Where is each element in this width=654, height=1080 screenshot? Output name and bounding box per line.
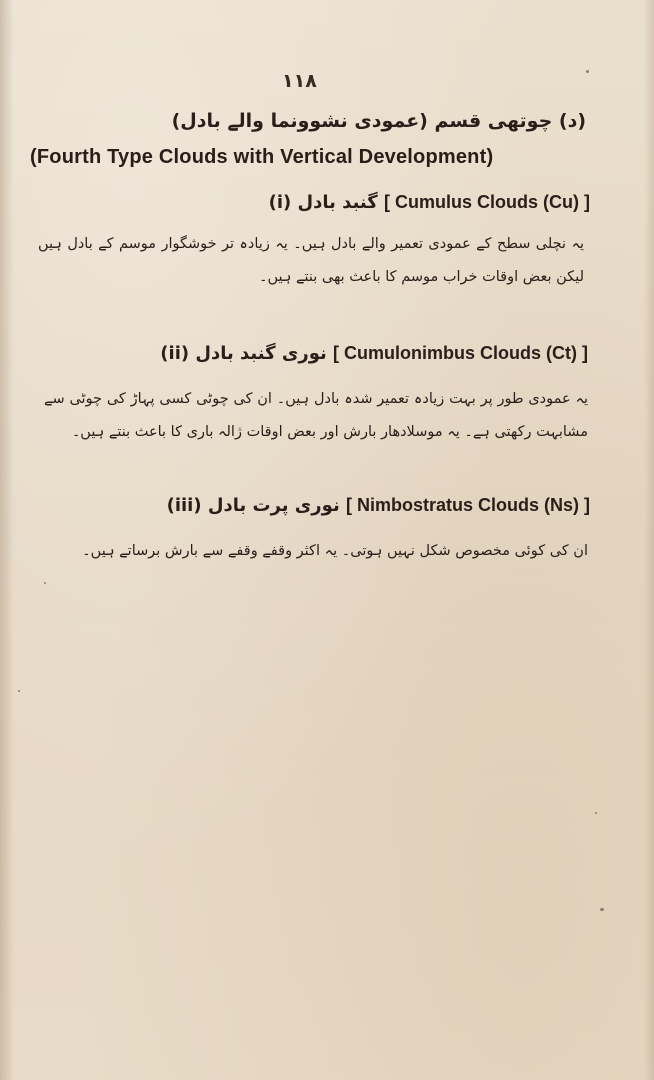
subsection-number: (iii) (166, 495, 202, 516)
paragraph-cumulonimbus: یہ عمودی طور پر بہت زیادہ تعمیر شدہ بادل ہیں۔ ان کی چوٹی کسی پہاڑ کی چوٹی سے مشابہت رکھتی ہے۔ یہ موسلادھار بارش اور بعض اوقات ژالہ باری کا باعث بنتے ہیں۔ (44, 391, 588, 440)
section-heading-urdu: (د) چوتھی قسم (عمودی نشوونما والے بادل) (171, 110, 586, 132)
page-number: ۱۱۸ (282, 70, 317, 92)
subsection-title-urdu: نوری پرت بادل (207, 495, 340, 516)
subsection-number: (ii) (160, 343, 190, 364)
paper-speck (586, 70, 589, 73)
subsection-heading-nimbostratus (167, 495, 590, 516)
subsection-title-english: [ Cumulonimbus Clouds (Ct) ] (333, 343, 588, 363)
paper-speck (595, 812, 597, 814)
subsection-title-english: [ Nimbostratus Clouds (Ns) ] (345, 495, 590, 515)
page-edge-shadow-left (0, 0, 14, 1080)
subsection-number: (i) (268, 192, 292, 213)
subsection-title-english: [ Cumulus Clouds (Cu) ] (384, 192, 590, 212)
subsection-title-urdu: نوری گنبد بادل (195, 343, 327, 364)
subsection-title-urdu: گنبد بادل (297, 192, 378, 213)
paper-speck (600, 908, 604, 911)
page-edge-shadow-right (644, 0, 654, 1080)
subsection-heading-cumulus (269, 192, 590, 213)
paper-speck (18, 690, 20, 692)
paper-speck (44, 582, 46, 584)
paragraph-nimbostratus: ان کی کوئی مخصوص شکل نہیں ہوتی۔ یہ اکثر وقفے وقفے سے بارش برساتے ہیں۔ (82, 543, 588, 559)
subsection-heading-cumulonimbus (160, 343, 588, 364)
paragraph-cumulus: یہ نچلی سطح کے عمودی تعمیر والے بادل ہیں۔ یہ زیادہ تر خوشگوار موسم کے بادل ہیں لیکن بعض اوقات خراب موسم کا باعث بھی بنتے ہیں۔ (38, 236, 584, 285)
section-heading-english: (Fourth Type Clouds with Vertical Development) (30, 146, 494, 168)
